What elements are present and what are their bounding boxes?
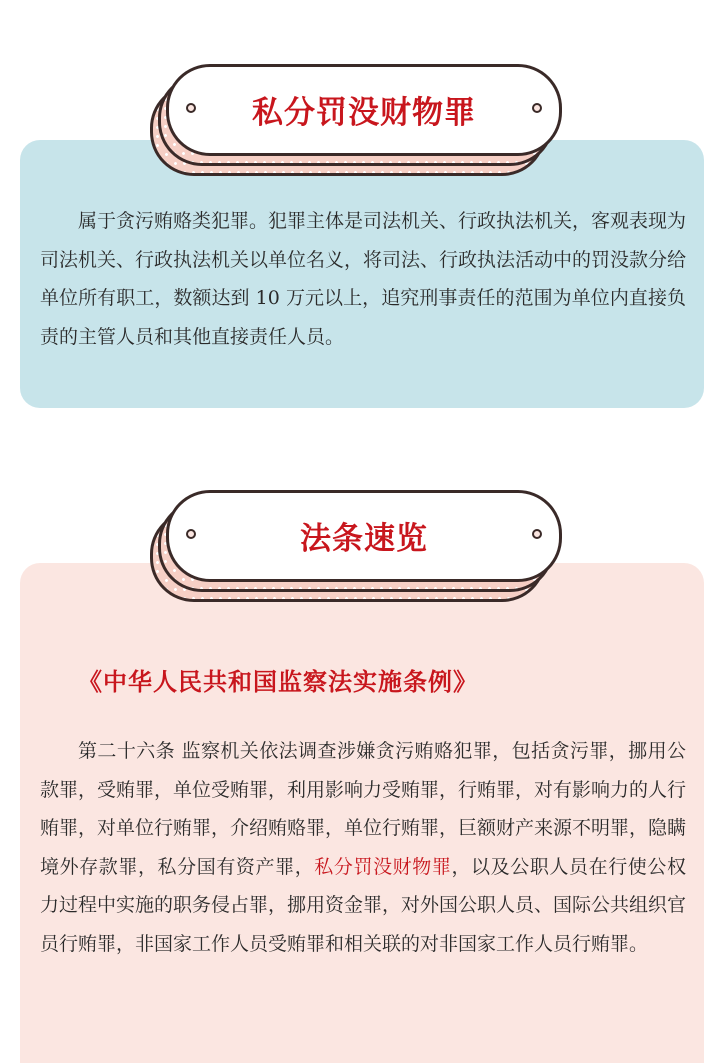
section-badge-law bbox=[166, 490, 562, 582]
article-text-after: ，以及公职人员在行使公权力过程中实施的职务侵占罪，挪用资金罪，对外国公职人员、国际公共组织官员行贿罪，非国家工作人员受贿罪和相关联的对非国家工作人员行贿罪。 bbox=[40, 855, 687, 955]
law-name: 《中华人民共和国监察法实施条例》 bbox=[78, 668, 478, 696]
law-article-text bbox=[40, 732, 686, 963]
section-title: 法条速览 bbox=[300, 521, 428, 557]
article-text-before: 第二十六条 监察机关依法调查涉嫌贪污贿赂犯罪，包括贪污罪，挪用公款罪，受贿罪，单位受贿罪，利用影响力受贿罪，行贿罪，对有影响力的人行贿罪，对单位行贿罪，介绍贿赂罪，单位行贿罪，巨额财产来源不明罪，隐瞒境外存款罪，私分国有资产罪， bbox=[40, 740, 687, 878]
section-badge-crime bbox=[166, 64, 562, 156]
section-title: 私分罚没财物罪 bbox=[252, 95, 476, 131]
definition-text: 属于贪污贿赂类犯罪。犯罪主体是司法机关、行政执法机关，客观表现为司法机关、行政执法机关以单位名义，将司法、行政执法活动中的罚没款分给单位所有职工，数额达到 10 万元以上，追究刑事责任的范围为单位内直接负责的主管人员和其他直接责任人员。 bbox=[40, 210, 687, 348]
highlighted-crime-name: 私分罚没财物罪 bbox=[314, 855, 452, 878]
